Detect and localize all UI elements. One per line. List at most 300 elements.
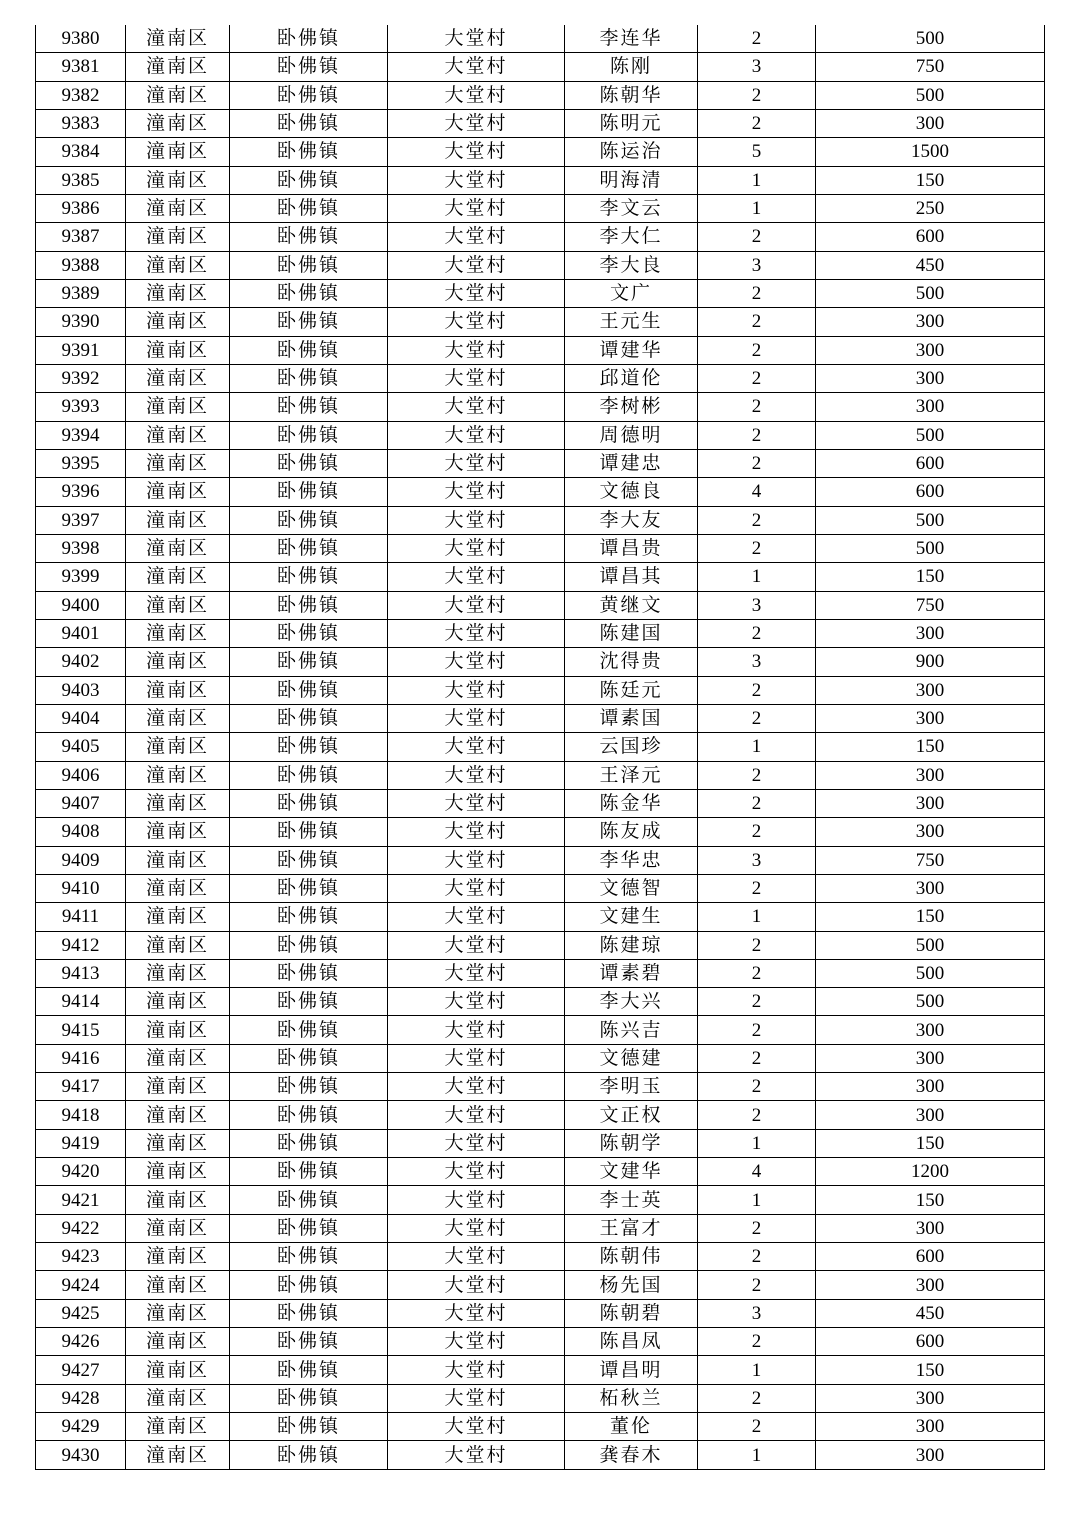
amount-cell: 500 [816, 81, 1045, 109]
town-cell: 卧佛镇 [230, 1328, 388, 1356]
amount-cell: 500 [816, 279, 1045, 307]
name-cell: 陈朝学 [565, 1129, 698, 1157]
town-cell: 卧佛镇 [230, 789, 388, 817]
amount-cell: 300 [816, 336, 1045, 364]
village-cell: 大堂村 [388, 1016, 565, 1044]
table-row [36, 138, 1045, 166]
name-cell: 柘秋兰 [565, 1384, 698, 1412]
village-cell: 大堂村 [388, 336, 565, 364]
town-cell: 卧佛镇 [230, 818, 388, 846]
amount-cell: 750 [816, 591, 1045, 619]
serial-number-cell: 9419 [36, 1129, 126, 1157]
town-cell: 卧佛镇 [230, 393, 388, 421]
household-table [35, 25, 1045, 1470]
serial-number-cell: 9420 [36, 1158, 126, 1186]
district-cell: 潼南区 [126, 421, 230, 449]
serial-number-cell: 9385 [36, 166, 126, 194]
name-cell: 陈朝碧 [565, 1299, 698, 1327]
table-row [36, 308, 1045, 336]
name-cell: 董伦 [565, 1413, 698, 1441]
serial-number-cell: 9410 [36, 874, 126, 902]
town-cell: 卧佛镇 [230, 846, 388, 874]
village-cell: 大堂村 [388, 364, 565, 392]
serial-number-cell: 9384 [36, 138, 126, 166]
table-row [36, 506, 1045, 534]
town-cell: 卧佛镇 [230, 676, 388, 704]
town-cell: 卧佛镇 [230, 704, 388, 732]
table-row [36, 988, 1045, 1016]
table-row [36, 194, 1045, 222]
district-cell: 潼南区 [126, 138, 230, 166]
district-cell: 潼南区 [126, 1271, 230, 1299]
table-row [36, 25, 1045, 53]
amount-cell: 600 [816, 223, 1045, 251]
household-count-cell: 3 [698, 1299, 816, 1327]
town-cell: 卧佛镇 [230, 591, 388, 619]
village-cell: 大堂村 [388, 846, 565, 874]
name-cell: 文德良 [565, 478, 698, 506]
amount-cell: 600 [816, 1328, 1045, 1356]
serial-number-cell: 9388 [36, 251, 126, 279]
household-count-cell: 2 [698, 988, 816, 1016]
amount-cell: 450 [816, 251, 1045, 279]
district-cell: 潼南区 [126, 506, 230, 534]
amount-cell: 500 [816, 988, 1045, 1016]
serial-number-cell: 9383 [36, 109, 126, 137]
household-count-cell: 2 [698, 393, 816, 421]
serial-number-cell: 9395 [36, 449, 126, 477]
amount-cell: 300 [816, 818, 1045, 846]
village-cell: 大堂村 [388, 393, 565, 421]
serial-number-cell: 9426 [36, 1328, 126, 1356]
district-cell: 潼南区 [126, 1101, 230, 1129]
table-row [36, 81, 1045, 109]
household-count-cell: 3 [698, 846, 816, 874]
household-count-cell: 2 [698, 959, 816, 987]
serial-number-cell: 9423 [36, 1243, 126, 1271]
household-count-cell: 3 [698, 648, 816, 676]
village-cell: 大堂村 [388, 903, 565, 931]
village-cell: 大堂村 [388, 1299, 565, 1327]
serial-number-cell: 9412 [36, 931, 126, 959]
district-cell: 潼南区 [126, 733, 230, 761]
name-cell: 李大仁 [565, 223, 698, 251]
town-cell: 卧佛镇 [230, 534, 388, 562]
table-row [36, 789, 1045, 817]
town-cell: 卧佛镇 [230, 1356, 388, 1384]
table-row [36, 223, 1045, 251]
household-count-cell: 2 [698, 1073, 816, 1101]
name-cell: 文建生 [565, 903, 698, 931]
village-cell: 大堂村 [388, 194, 565, 222]
amount-cell: 150 [816, 166, 1045, 194]
serial-number-cell: 9387 [36, 223, 126, 251]
amount-cell: 300 [816, 1016, 1045, 1044]
town-cell: 卧佛镇 [230, 988, 388, 1016]
village-cell: 大堂村 [388, 988, 565, 1016]
amount-cell: 300 [816, 109, 1045, 137]
name-cell: 李文云 [565, 194, 698, 222]
amount-cell: 150 [816, 1356, 1045, 1384]
village-cell: 大堂村 [388, 81, 565, 109]
serial-number-cell: 9407 [36, 789, 126, 817]
district-cell: 潼南区 [126, 789, 230, 817]
table-row [36, 1158, 1045, 1186]
household-count-cell: 2 [698, 506, 816, 534]
town-cell: 卧佛镇 [230, 1384, 388, 1412]
town-cell: 卧佛镇 [230, 959, 388, 987]
village-cell: 大堂村 [388, 959, 565, 987]
table-row [36, 619, 1045, 647]
table-row [36, 109, 1045, 137]
amount-cell: 300 [816, 308, 1045, 336]
household-count-cell: 2 [698, 336, 816, 364]
name-cell: 李连华 [565, 25, 698, 53]
serial-number-cell: 9409 [36, 846, 126, 874]
district-cell: 潼南区 [126, 1158, 230, 1186]
name-cell: 李明玉 [565, 1073, 698, 1101]
village-cell: 大堂村 [388, 591, 565, 619]
amount-cell: 250 [816, 194, 1045, 222]
household-count-cell: 2 [698, 279, 816, 307]
district-cell: 潼南区 [126, 336, 230, 364]
town-cell: 卧佛镇 [230, 53, 388, 81]
name-cell: 杨先国 [565, 1271, 698, 1299]
serial-number-cell: 9404 [36, 704, 126, 732]
serial-number-cell: 9408 [36, 818, 126, 846]
serial-number-cell: 9397 [36, 506, 126, 534]
district-cell: 潼南区 [126, 449, 230, 477]
district-cell: 潼南区 [126, 393, 230, 421]
village-cell: 大堂村 [388, 478, 565, 506]
amount-cell: 300 [816, 789, 1045, 817]
name-cell: 陈明元 [565, 109, 698, 137]
amount-cell: 1500 [816, 138, 1045, 166]
village-cell: 大堂村 [388, 166, 565, 194]
table-row [36, 534, 1045, 562]
district-cell: 潼南区 [126, 959, 230, 987]
amount-cell: 300 [816, 1044, 1045, 1072]
table-row [36, 336, 1045, 364]
town-cell: 卧佛镇 [230, 563, 388, 591]
amount-cell: 600 [816, 1243, 1045, 1271]
amount-cell: 150 [816, 733, 1045, 761]
serial-number-cell: 9386 [36, 194, 126, 222]
table-row [36, 1186, 1045, 1214]
household-count-cell: 3 [698, 53, 816, 81]
table-row [36, 676, 1045, 704]
table-row [36, 1129, 1045, 1157]
table-row [36, 1016, 1045, 1044]
district-cell: 潼南区 [126, 166, 230, 194]
village-cell: 大堂村 [388, 449, 565, 477]
serial-number-cell: 9400 [36, 591, 126, 619]
district-cell: 潼南区 [126, 903, 230, 931]
village-cell: 大堂村 [388, 619, 565, 647]
table-row [36, 421, 1045, 449]
town-cell: 卧佛镇 [230, 1299, 388, 1327]
town-cell: 卧佛镇 [230, 251, 388, 279]
district-cell: 潼南区 [126, 1328, 230, 1356]
village-cell: 大堂村 [388, 563, 565, 591]
town-cell: 卧佛镇 [230, 1214, 388, 1242]
amount-cell: 150 [816, 563, 1045, 591]
village-cell: 大堂村 [388, 1271, 565, 1299]
amount-cell: 750 [816, 846, 1045, 874]
district-cell: 潼南区 [126, 25, 230, 53]
amount-cell: 300 [816, 619, 1045, 647]
household-count-cell: 1 [698, 194, 816, 222]
serial-number-cell: 9405 [36, 733, 126, 761]
table-row [36, 1441, 1045, 1469]
district-cell: 潼南区 [126, 308, 230, 336]
town-cell: 卧佛镇 [230, 336, 388, 364]
district-cell: 潼南区 [126, 1073, 230, 1101]
district-cell: 潼南区 [126, 874, 230, 902]
household-count-cell: 2 [698, 704, 816, 732]
household-count-cell: 2 [698, 1101, 816, 1129]
household-count-cell: 3 [698, 251, 816, 279]
village-cell: 大堂村 [388, 761, 565, 789]
table-row [36, 704, 1045, 732]
household-count-cell: 1 [698, 1356, 816, 1384]
household-count-cell: 2 [698, 109, 816, 137]
name-cell: 王富才 [565, 1214, 698, 1242]
serial-number-cell: 9413 [36, 959, 126, 987]
table-row [36, 818, 1045, 846]
village-cell: 大堂村 [388, 1243, 565, 1271]
serial-number-cell: 9430 [36, 1441, 126, 1469]
name-cell: 文正权 [565, 1101, 698, 1129]
serial-number-cell: 9380 [36, 25, 126, 53]
name-cell: 陈廷元 [565, 676, 698, 704]
serial-number-cell: 9402 [36, 648, 126, 676]
amount-cell: 900 [816, 648, 1045, 676]
household-count-cell: 2 [698, 619, 816, 647]
amount-cell: 450 [816, 1299, 1045, 1327]
table-row [36, 733, 1045, 761]
district-cell: 潼南区 [126, 53, 230, 81]
amount-cell: 300 [816, 676, 1045, 704]
table-row [36, 1073, 1045, 1101]
district-cell: 潼南区 [126, 534, 230, 562]
name-cell: 谭昌明 [565, 1356, 698, 1384]
town-cell: 卧佛镇 [230, 421, 388, 449]
village-cell: 大堂村 [388, 279, 565, 307]
name-cell: 谭昌贵 [565, 534, 698, 562]
name-cell: 李华忠 [565, 846, 698, 874]
district-cell: 潼南区 [126, 676, 230, 704]
table-row [36, 1271, 1045, 1299]
serial-number-cell: 9414 [36, 988, 126, 1016]
serial-number-cell: 9425 [36, 1299, 126, 1327]
amount-cell: 150 [816, 903, 1045, 931]
serial-number-cell: 9394 [36, 421, 126, 449]
household-count-cell: 2 [698, 1044, 816, 1072]
serial-number-cell: 9389 [36, 279, 126, 307]
district-cell: 潼南区 [126, 619, 230, 647]
household-count-cell: 2 [698, 223, 816, 251]
village-cell: 大堂村 [388, 648, 565, 676]
name-cell: 陈刚 [565, 53, 698, 81]
district-cell: 潼南区 [126, 1299, 230, 1327]
name-cell: 陈建琼 [565, 931, 698, 959]
serial-number-cell: 9428 [36, 1384, 126, 1412]
amount-cell: 300 [816, 1073, 1045, 1101]
amount-cell: 300 [816, 1413, 1045, 1441]
serial-number-cell: 9411 [36, 903, 126, 931]
district-cell: 潼南区 [126, 251, 230, 279]
table-row [36, 1243, 1045, 1271]
name-cell: 谭建华 [565, 336, 698, 364]
district-cell: 潼南区 [126, 1044, 230, 1072]
name-cell: 李大友 [565, 506, 698, 534]
name-cell: 明海清 [565, 166, 698, 194]
table-row [36, 251, 1045, 279]
table-row [36, 1356, 1045, 1384]
name-cell: 王元生 [565, 308, 698, 336]
table-row [36, 279, 1045, 307]
table-row [36, 393, 1045, 421]
amount-cell: 300 [816, 1384, 1045, 1412]
serial-number-cell: 9406 [36, 761, 126, 789]
town-cell: 卧佛镇 [230, 279, 388, 307]
district-cell: 潼南区 [126, 591, 230, 619]
name-cell: 黄继文 [565, 591, 698, 619]
district-cell: 潼南区 [126, 704, 230, 732]
serial-number-cell: 9399 [36, 563, 126, 591]
village-cell: 大堂村 [388, 421, 565, 449]
household-count-cell: 2 [698, 789, 816, 817]
household-count-cell: 1 [698, 1441, 816, 1469]
amount-cell: 300 [816, 874, 1045, 902]
serial-number-cell: 9429 [36, 1413, 126, 1441]
serial-number-cell: 9382 [36, 81, 126, 109]
name-cell: 李大良 [565, 251, 698, 279]
village-cell: 大堂村 [388, 53, 565, 81]
town-cell: 卧佛镇 [230, 194, 388, 222]
name-cell: 陈朝华 [565, 81, 698, 109]
name-cell: 云国珍 [565, 733, 698, 761]
amount-cell: 300 [816, 364, 1045, 392]
village-cell: 大堂村 [388, 1044, 565, 1072]
name-cell: 陈运治 [565, 138, 698, 166]
district-cell: 潼南区 [126, 478, 230, 506]
table-row [36, 761, 1045, 789]
village-cell: 大堂村 [388, 874, 565, 902]
town-cell: 卧佛镇 [230, 223, 388, 251]
serial-number-cell: 9393 [36, 393, 126, 421]
serial-number-cell: 9415 [36, 1016, 126, 1044]
name-cell: 谭建忠 [565, 449, 698, 477]
household-count-cell: 1 [698, 166, 816, 194]
household-count-cell: 2 [698, 1214, 816, 1242]
town-cell: 卧佛镇 [230, 25, 388, 53]
district-cell: 潼南区 [126, 648, 230, 676]
serial-number-cell: 9422 [36, 1214, 126, 1242]
town-cell: 卧佛镇 [230, 1073, 388, 1101]
village-cell: 大堂村 [388, 1441, 565, 1469]
amount-cell: 500 [816, 25, 1045, 53]
household-count-cell: 2 [698, 25, 816, 53]
district-cell: 潼南区 [126, 1186, 230, 1214]
amount-cell: 600 [816, 449, 1045, 477]
district-cell: 潼南区 [126, 109, 230, 137]
town-cell: 卧佛镇 [230, 1101, 388, 1129]
town-cell: 卧佛镇 [230, 364, 388, 392]
village-cell: 大堂村 [388, 704, 565, 732]
town-cell: 卧佛镇 [230, 1016, 388, 1044]
name-cell: 王泽元 [565, 761, 698, 789]
village-cell: 大堂村 [388, 931, 565, 959]
name-cell: 李士英 [565, 1186, 698, 1214]
table-row [36, 591, 1045, 619]
town-cell: 卧佛镇 [230, 138, 388, 166]
town-cell: 卧佛镇 [230, 449, 388, 477]
table-row [36, 1413, 1045, 1441]
village-cell: 大堂村 [388, 25, 565, 53]
table-row [36, 449, 1045, 477]
household-count-cell: 2 [698, 1413, 816, 1441]
table-row [36, 53, 1045, 81]
district-cell: 潼南区 [126, 1441, 230, 1469]
village-cell: 大堂村 [388, 676, 565, 704]
village-cell: 大堂村 [388, 1413, 565, 1441]
serial-number-cell: 9417 [36, 1073, 126, 1101]
serial-number-cell: 9418 [36, 1101, 126, 1129]
district-cell: 潼南区 [126, 1243, 230, 1271]
household-count-cell: 2 [698, 1243, 816, 1271]
town-cell: 卧佛镇 [230, 1186, 388, 1214]
household-count-cell: 1 [698, 733, 816, 761]
table-row [36, 931, 1045, 959]
name-cell: 沈得贵 [565, 648, 698, 676]
serial-number-cell: 9390 [36, 308, 126, 336]
table-row [36, 1384, 1045, 1412]
amount-cell: 500 [816, 421, 1045, 449]
name-cell: 谭昌其 [565, 563, 698, 591]
amount-cell: 1200 [816, 1158, 1045, 1186]
table-row [36, 1328, 1045, 1356]
town-cell: 卧佛镇 [230, 1129, 388, 1157]
district-cell: 潼南区 [126, 1129, 230, 1157]
serial-number-cell: 9381 [36, 53, 126, 81]
village-cell: 大堂村 [388, 1384, 565, 1412]
amount-cell: 300 [816, 1101, 1045, 1129]
table-row [36, 563, 1045, 591]
village-cell: 大堂村 [388, 818, 565, 846]
amount-cell: 150 [816, 1186, 1045, 1214]
name-cell: 谭素碧 [565, 959, 698, 987]
town-cell: 卧佛镇 [230, 1271, 388, 1299]
name-cell: 李大兴 [565, 988, 698, 1016]
table-row [36, 364, 1045, 392]
district-cell: 潼南区 [126, 1356, 230, 1384]
serial-number-cell: 9416 [36, 1044, 126, 1072]
serial-number-cell: 9401 [36, 619, 126, 647]
district-cell: 潼南区 [126, 818, 230, 846]
district-cell: 潼南区 [126, 931, 230, 959]
town-cell: 卧佛镇 [230, 1044, 388, 1072]
district-cell: 潼南区 [126, 81, 230, 109]
town-cell: 卧佛镇 [230, 931, 388, 959]
table-row [36, 648, 1045, 676]
table-row [36, 846, 1045, 874]
town-cell: 卧佛镇 [230, 874, 388, 902]
table-row [36, 166, 1045, 194]
village-cell: 大堂村 [388, 1214, 565, 1242]
household-count-cell: 2 [698, 1328, 816, 1356]
